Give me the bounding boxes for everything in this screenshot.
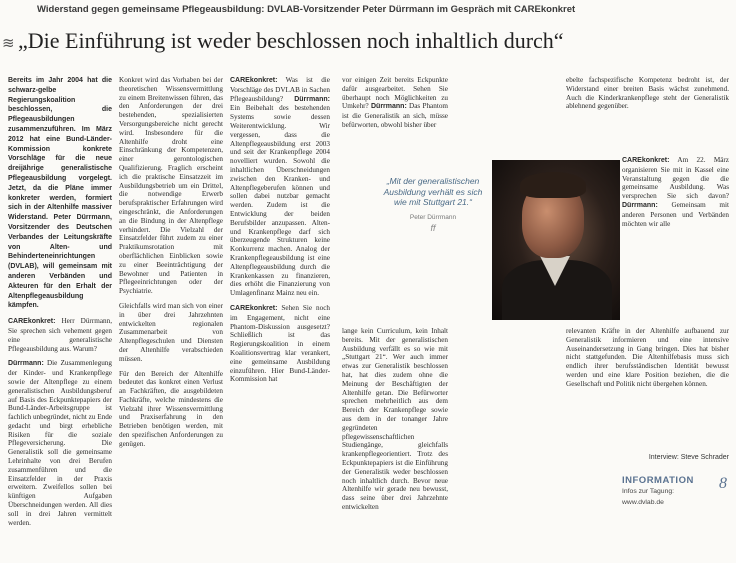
info-number: 8 [719,475,727,492]
answer-1-label: Dürrmann: [8,360,44,368]
question-4-label: CAREkonkret: [622,157,670,164]
question-3-label: CAREkonkret: [230,304,278,312]
headline-text: „Die Einführung ist weder beschlossen noch inhaltlich durch“ [18,28,564,53]
question-1-label: CAREkonkret: [8,318,56,326]
question-4-text: Am 22. März organisieren Sie mit in Kassel eine Veranstaltung gegen die die gemeinsame Ausbildung. Was versprechen Sie sich davon? [622,156,729,201]
info-title: INFORMATION [622,475,694,486]
pull-quote-author: Peter Dürrmann [409,213,457,221]
column-2 [119,76,223,546]
question-1-text: Herr Dürrmann, Sie sprechen sich vehement gegen eine generalistische Pflegeausbildung aus. Warum? [8,317,112,353]
lead-text: Bereits im Jahr 2004 hat die schwarz-gelbe Regierungskoalition beschlossen, die Pflegeausbildungen zusammenzuführen. Im März 2012 hat eine Bund-Länder-Kommission konkrete Vorschläge für die neue dreijährige generalistische Pflegeausbildung vorgelegt. Jetzt, da die Pläne immer konkreter werden, formiert sich in der Altenhilfe massiver Widerstand. Peter Dürrmann, Vorsitzender des Deutschen Verbandes der Leitungskräfte von Alten- und Behinderteneinrichtungen (DVLAB), will gemeinsam mit anderen Verbänden und Akteuren für den Erhalt der Altenpflegeausbildung kämpfen. [8,77,112,310]
info-link[interactable]: www.dvlab.de [622,498,664,506]
portrait-photo [492,160,620,320]
column-5-middle [622,156,729,322]
swirl-icon: ≋ [2,36,15,52]
answer-4-label: Dürrmann: [622,201,658,209]
column-2-paragraph-2: Gleichfalls wird man sich von einer in über drei Jahrzehnten entwickelten regionalen Zusammenarbeit von Altenpflegeschulen und Diensten der Altenhilfe verabschieden müssen. [119,301,223,363]
column-5-top: ebelte fachspezifische Kompetenz bedroht ist, der Widerstand einer breiten Basis wächst zunehmend. Auch die Kinderkrankenpflege steht der Generalistik ablehnend gegenüber. [566,76,729,111]
column-1 [8,76,112,546]
info-box [622,475,729,507]
article-headline [2,28,732,54]
info-line-1: Infos zur Tagung: [622,488,675,495]
answer-4-text: Gemeinsam mit anderen Personen und Verbänden möchten wir alle [622,200,729,228]
question-2-label: CAREkonkret: [230,77,278,84]
pull-quote-text: „Mit der generalistischen Ausbildung verhält es sich wie mit Stuttgart 21.“ [383,176,483,207]
column-5-bottom: relevanten Kräfte in der Altenhilfe aufbauend zur Generalistik informieren und eine intensive Auseinandersetzung in Gang bringen. Dies hat bisher nicht stattgefunden. Die Altenhilfebasis muss sich endlich ihrer berufsständischen Identität bewusst werden und eine klare Position beziehen, die die Gesellschaft und Politik nicht übergehen können. [566,327,729,388]
answer-3-text: Das Phantom ist die Generalistik an sich, müsse befürworten, obwohl bisher über [342,102,448,129]
column-2-paragraph-1: Konkret wird das Vorhaben bei der theoretischen Wissensvermittlung zu einem Breitenwissen führen, das den Anforderungen der drei bestehenden, spezialisierten Versorgungsbereiche nicht gerecht wird. Insbesondere für die Altenhilfe droht eine Einschränkung der Kompetenzen, einer gerontologischen Qualifizierung. Fraglich erscheint ich die praktische Einsatzzeit im Ausbildungsbetrieb um ein Drittel, die notwendige Erwerb berufspraktischer Erfahrungen wird eingeschränkt, die Anforderungen an die Bindung in der Altenpflege verhindert. Die Vielzahl der Einsatzfelder führt zudem zu einer Praktikumsrotation mit oberflächlichen Einblicken sowie zu einer Beeinträchtigung der Bewohner und Patienten in Pflegeeinrichtungen oder der Psychiatrie. [119,76,223,296]
interview-credit: Interview: Steve Schrader [648,454,729,461]
column-4-top-text: vor einigen Zeit bereits Eckpunkte dafür ausgearbeitet. Sehen Sie überhaupt noch Möglichkeiten zu Umkehr? [342,76,448,111]
answer-3-label: Dürrmann: [371,103,407,111]
column-4-bottom: lange kein Curriculum, kein Inhalt bereits. Mit der generalistischen Ausbildung verfällt es so wie mit „Stuttgart 21“. Wer auch immer etwas zur Generalistik beschlossen hat, hat dies zudem ohne die Meinung der Beschäftigten der Altenhilfe getan. Die Befürworter sprechen mehrheitlich aus dem Bereich der Krankenpflege sowie aus dem in der tonanger Jahre gegründeten pflegewissenschaftlichen Studiengänge, gleichfalls krankenpflegeorientiert. Trotz des Eckpunktepapiers ist die Einführung der Generalistik weder beschlossen noch inhaltlich durch. Bevor neue Altenhilfe wir gerade neu bewusst, dass seine über drei Jahrzehnte entwickelten [342,327,448,511]
article-kicker: Widerstand gegen gemeinsame Pflegeausbildung: DVLAB-Vorsitzender Peter Dürrmann im Gespräch mit CAREkonkret [37,4,576,15]
column-2-paragraph-3: Für den Bereich der Altenhilfe bedeutet das konkret einen Verlust an Fachkräften, die ausgebildeten Fachkräfte, welche mindestens die Vielzahl ihrer Wissensvermittlung und Praxiserfahrung in den Betrieben benötigen werden, mit den spezifischen Anforderungen zu genügen. [119,369,223,448]
column-3 [230,76,330,546]
answer-1-text: Die Zusammenlegung der Kinder- und Krankenpflege sowie der Altenpflege zu einem generalistischen Ausbildungsberuf auf Basis des Eckpunktepapiers der Bund-Länder-Arbeitsgruppe ist fachlich unbegründet, nicht zu Ende gedacht und birgt erhebliche Risiken für die soziale Pflegeversicherung. Die Generalistik soll die gemeinsame Lehrinhalte von drei Berufen zusammenführen und die Einsatzfelder in der Praxis erweitern. Zweifellos sollen bei künftigen Aufgaben Überschneidungen werden. All dies soll in drei Jahren vermittelt werden. [8,359,112,527]
question-3-text: Sehen Sie noch im Engagement, nicht eine Phantom-Diskussion ausgesetzt? Schließlich ist das Regierungskoalition in einem Koalitionsvertrag klar verankert, eine gemeinsame Ausbildung einzuführen. Hier Bund-Länder-Kommission hat [230,303,330,384]
answer-2-label: Dürrmann: [294,95,330,103]
photo-hair [520,172,586,198]
column-4-top [342,76,448,154]
signature-mark: ff [430,223,436,233]
question-2-text: Was ist die Vorschläge des DVLAB in Sachen Pflegeausbildung? [230,76,330,103]
answer-2-text: Ein Beibehalt des bestehenden Systems sowie dessen Weiterentwicklung. Wir vergessen, dass die Altenpflegeausbildung erst 2003 und seit der Krankenpflege 2004 novelliert wurden. Sowohl die inhaltlichen Überschneidungen zwischen den Kranken- und Altenpflegeberufen können und sollen dabei nutzbar gemacht werden. Zudem ist die Entwicklung der beiden Berufsbilder anzupassen. Alten- und Krankenpflege darf sich überzeugende Strukturen keine Konkurrenz machen. Analog der Krankenpflegeausbildung ist eine Altenpflegeausbildung durch die Krankenkassen zu finanzieren, dies erhöht die Finanzierung von Umlagenfinanz Mainz neu ein. [230,104,330,298]
pull-quote [380,176,486,234]
